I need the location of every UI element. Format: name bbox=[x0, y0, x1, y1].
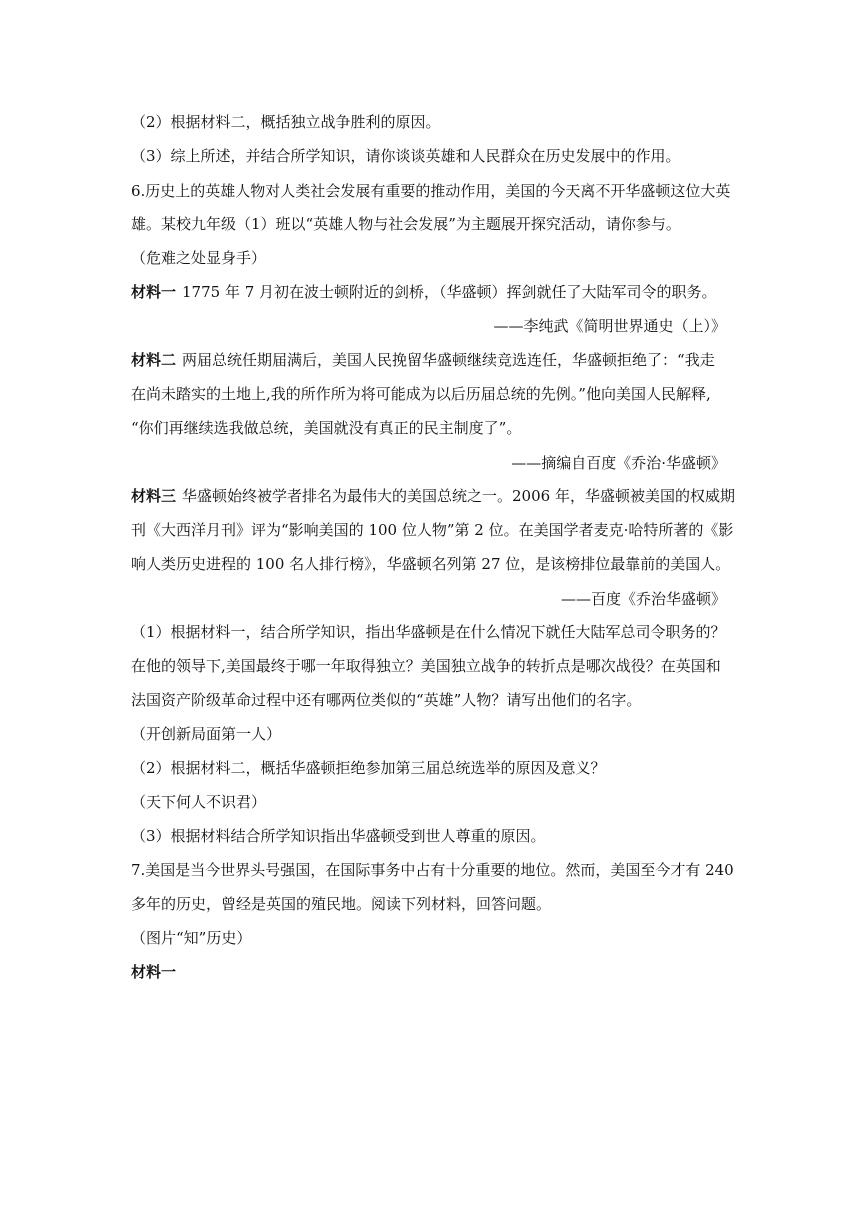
material-1-text: 1775 年 7 月初在波士顿附近的剑桥，（华盛顿）挥剑就任了大陆军司令的职务。 bbox=[182, 283, 717, 301]
material-3-line-2: 刊《大西洋月刊》评为“影响美国的 100 位人物”第 2 位。在美国学者麦克·哈特所著的《影 bbox=[131, 521, 734, 539]
question-7-intro-line-2: 多年的历史，曾经是英国的殖民地。阅读下列材料，回答问题。 bbox=[131, 895, 552, 913]
question-6-intro-line-2: 雄。某校九年级（1）班以“英雄人物与社会发展”为主题展开探究活动，请你参与。 bbox=[131, 215, 681, 233]
material-3-source: ——百度《乔治华盛顿》 bbox=[560, 590, 726, 608]
question-6-3: （3）根据材料结合所学知识指出华盛顿受到世人尊重的原因。 bbox=[131, 827, 546, 845]
material-2-line-3: “你们再继续选我做总统，美国就没有真正的民主制度了”。 bbox=[131, 419, 522, 437]
material-3-label: 材料三 bbox=[131, 487, 177, 505]
material-2-label: 材料二 bbox=[131, 351, 177, 369]
question-5-2: （2）根据材料二，概括独立战争胜利的原因。 bbox=[131, 113, 441, 131]
material-2-text: 两届总统任期届满后，美国人民挽留华盛顿继续竞选连任，华盛顿拒绝了：“我走 bbox=[182, 351, 715, 369]
question-6-1-line-1: （1）根据材料一，结合所学知识，指出华盛顿是在什么情况下就任大陆军总司令职务的？ bbox=[131, 623, 726, 641]
section-heading-1: （危难之处显身手） bbox=[131, 249, 267, 267]
material-2-line-1 bbox=[131, 350, 731, 370]
material-1-label: 材料一 bbox=[131, 283, 177, 301]
material-7-1-label: 材料一 bbox=[131, 963, 177, 981]
question-6-1-line-3: 法国资产阶级革命过程中还有哪两位类似的“英雄”人物？请写出他们的名字。 bbox=[131, 691, 642, 709]
section-heading-4: （图片“知”历史） bbox=[131, 929, 252, 947]
section-heading-2: （开创新局面第一人） bbox=[131, 725, 282, 743]
question-5-3: （3）综上所述，并结合所学知识，请你谈谈英雄和人民群众在历史发展中的作用。 bbox=[131, 147, 681, 165]
question-6-intro-line-1: 6.历史上的英雄人物对人类社会发展有重要的推动作用，美国的今天离不开华盛顿这位大英 bbox=[131, 182, 731, 200]
material-1 bbox=[131, 282, 731, 302]
material-2-source: ——摘编自百度《乔治·华盛顿》 bbox=[511, 454, 726, 472]
question-6-1-line-2: 在他的领导下,美国最终于哪一年取得独立？美国独立战争的转折点是哪次战役？在英国和 bbox=[131, 657, 721, 675]
question-6-2: （2）根据材料二，概括华盛顿拒绝参加第三届总统选举的原因及意义？ bbox=[131, 759, 606, 777]
material-1-source: ——李纯武《简明世界通史（上）》 bbox=[493, 317, 726, 335]
material-3-text: 华盛顿始终被学者排名为最伟大的美国总统之一。2006 年，华盛顿被美国的权威期 bbox=[182, 487, 735, 505]
material-2-line-2: 在尚未踏实的土地上,我的所作所为将可能成为以后历届总统的先例。”他向美国人民解释, bbox=[131, 385, 711, 403]
section-heading-3: （天下何人不识君） bbox=[131, 793, 267, 811]
question-7-intro-line-1: 7.美国是当今世界头号强国，在国际事务中占有十分重要的地位。然而，美国至今才有 240 bbox=[131, 861, 734, 879]
material-3-line-3: 响人类历史进程的 100 名人排行榜》，华盛顿名列第 27 位，是该榜排位最靠前的美国人。 bbox=[131, 555, 731, 573]
material-3-line-1 bbox=[131, 486, 735, 506]
